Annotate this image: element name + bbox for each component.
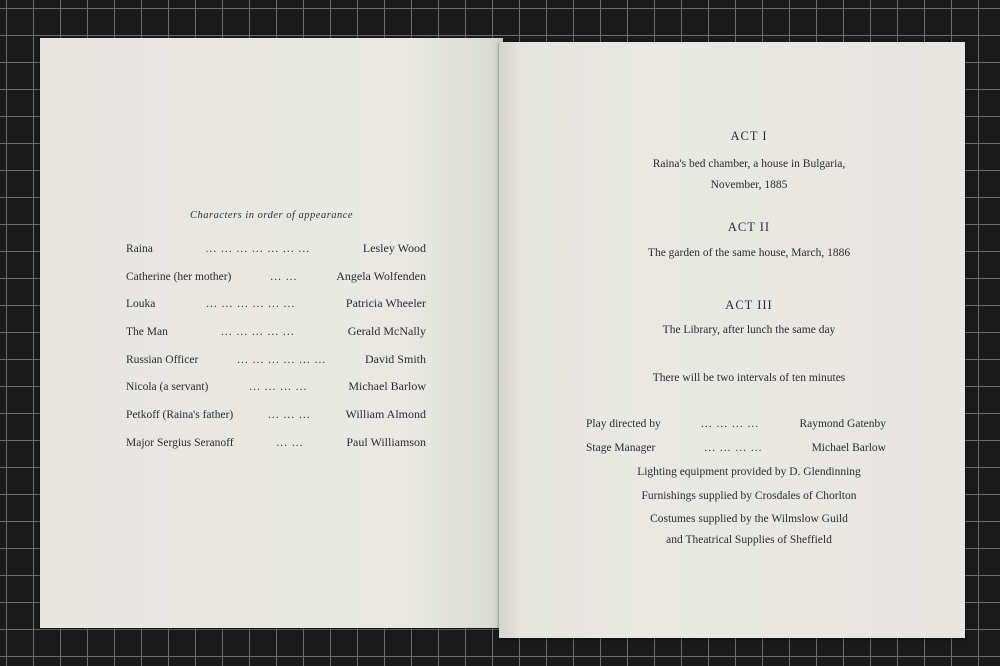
character-name: Catherine (her mother) xyxy=(126,270,232,283)
actor-name: Gerald McNally xyxy=(347,324,426,339)
character-name: Nicola (a servant) xyxy=(126,381,209,394)
leader-dots: ... ... ... xyxy=(268,409,311,422)
leader-dots: ... ... ... ... ... ... xyxy=(206,298,296,311)
actor-name: Patricia Wheeler xyxy=(345,296,426,311)
cast-heading: Characters in order of appearance xyxy=(190,210,354,221)
credit-row-stage-manager xyxy=(586,442,886,454)
character-name: Louka xyxy=(126,298,156,311)
cast-row xyxy=(126,435,426,463)
act-3-scene: The Library, after lunch the same day xyxy=(662,324,836,336)
actor-name: David Smith xyxy=(364,351,426,366)
cast-row xyxy=(126,352,426,380)
credit-name: Michael Barlow xyxy=(811,442,886,454)
cast-row xyxy=(126,269,426,297)
act-1-scene-line-1: Raina's bed chamber, a house in Bulgaria, xyxy=(652,158,846,170)
credit-label: Stage Manager xyxy=(586,442,656,454)
character-name: The Man xyxy=(126,326,168,339)
actor-name: Paul Williamson xyxy=(346,434,426,449)
leader-dots: ... ... ... ... xyxy=(249,381,308,394)
credit-costumes: Costumes supplied by the Wilmslow Guild xyxy=(650,513,848,525)
cast-row xyxy=(126,324,426,352)
cast-row xyxy=(126,407,426,435)
act-3-title: ACT III xyxy=(725,298,773,312)
leader-dots: ... ... xyxy=(276,436,304,449)
intervals-note: There will be two intervals of ten minutes xyxy=(652,372,846,384)
credit-name: Raymond Gatenby xyxy=(799,418,886,430)
character-name: Russian Officer xyxy=(126,353,199,366)
act-1-title: ACT I xyxy=(730,129,768,143)
act-2-title: ACT II xyxy=(727,220,771,234)
cast-row xyxy=(126,379,426,407)
leader-dots: ... ... ... ... ... xyxy=(220,326,295,339)
leader-dots: ... ... ... ... xyxy=(701,418,760,430)
credit-label: Play directed by xyxy=(586,418,661,430)
character-name: Major Sergius Seranoff xyxy=(126,436,234,449)
actor-name: Angela Wolfenden xyxy=(336,268,426,283)
cast-list xyxy=(126,241,426,463)
cast-row xyxy=(126,296,426,324)
left-page xyxy=(40,38,503,628)
credit-theatrical-supplies: and Theatrical Supplies of Sheffield xyxy=(666,534,832,546)
credit-furnishings: Furnishings supplied by Crosdales of Chorlton xyxy=(641,490,857,502)
actor-name: Michael Barlow xyxy=(348,379,426,394)
act-1-scene-line-2: November, 1885 xyxy=(710,179,788,191)
act-2-scene: The garden of the same house, March, 1886 xyxy=(647,247,851,259)
character-name: Raina xyxy=(126,243,153,255)
cast-row xyxy=(126,241,426,269)
actor-name: William Almond xyxy=(345,407,426,422)
programme-booklet xyxy=(40,38,965,638)
actor-name: Lesley Wood xyxy=(362,241,426,255)
leader-dots: ... ... ... ... ... ... xyxy=(237,353,327,366)
leader-dots: ... ... ... ... ... ... ... xyxy=(205,243,311,255)
credit-row-director xyxy=(586,418,886,430)
leader-dots: ... ... xyxy=(270,270,298,283)
act-1-scene xyxy=(579,154,919,196)
character-name: Petkoff (Raina's father) xyxy=(126,409,234,422)
credit-lighting: Lighting equipment provided by D. Glendinning xyxy=(637,466,861,478)
right-page xyxy=(499,42,965,638)
leader-dots: ... ... ... ... xyxy=(704,442,763,454)
